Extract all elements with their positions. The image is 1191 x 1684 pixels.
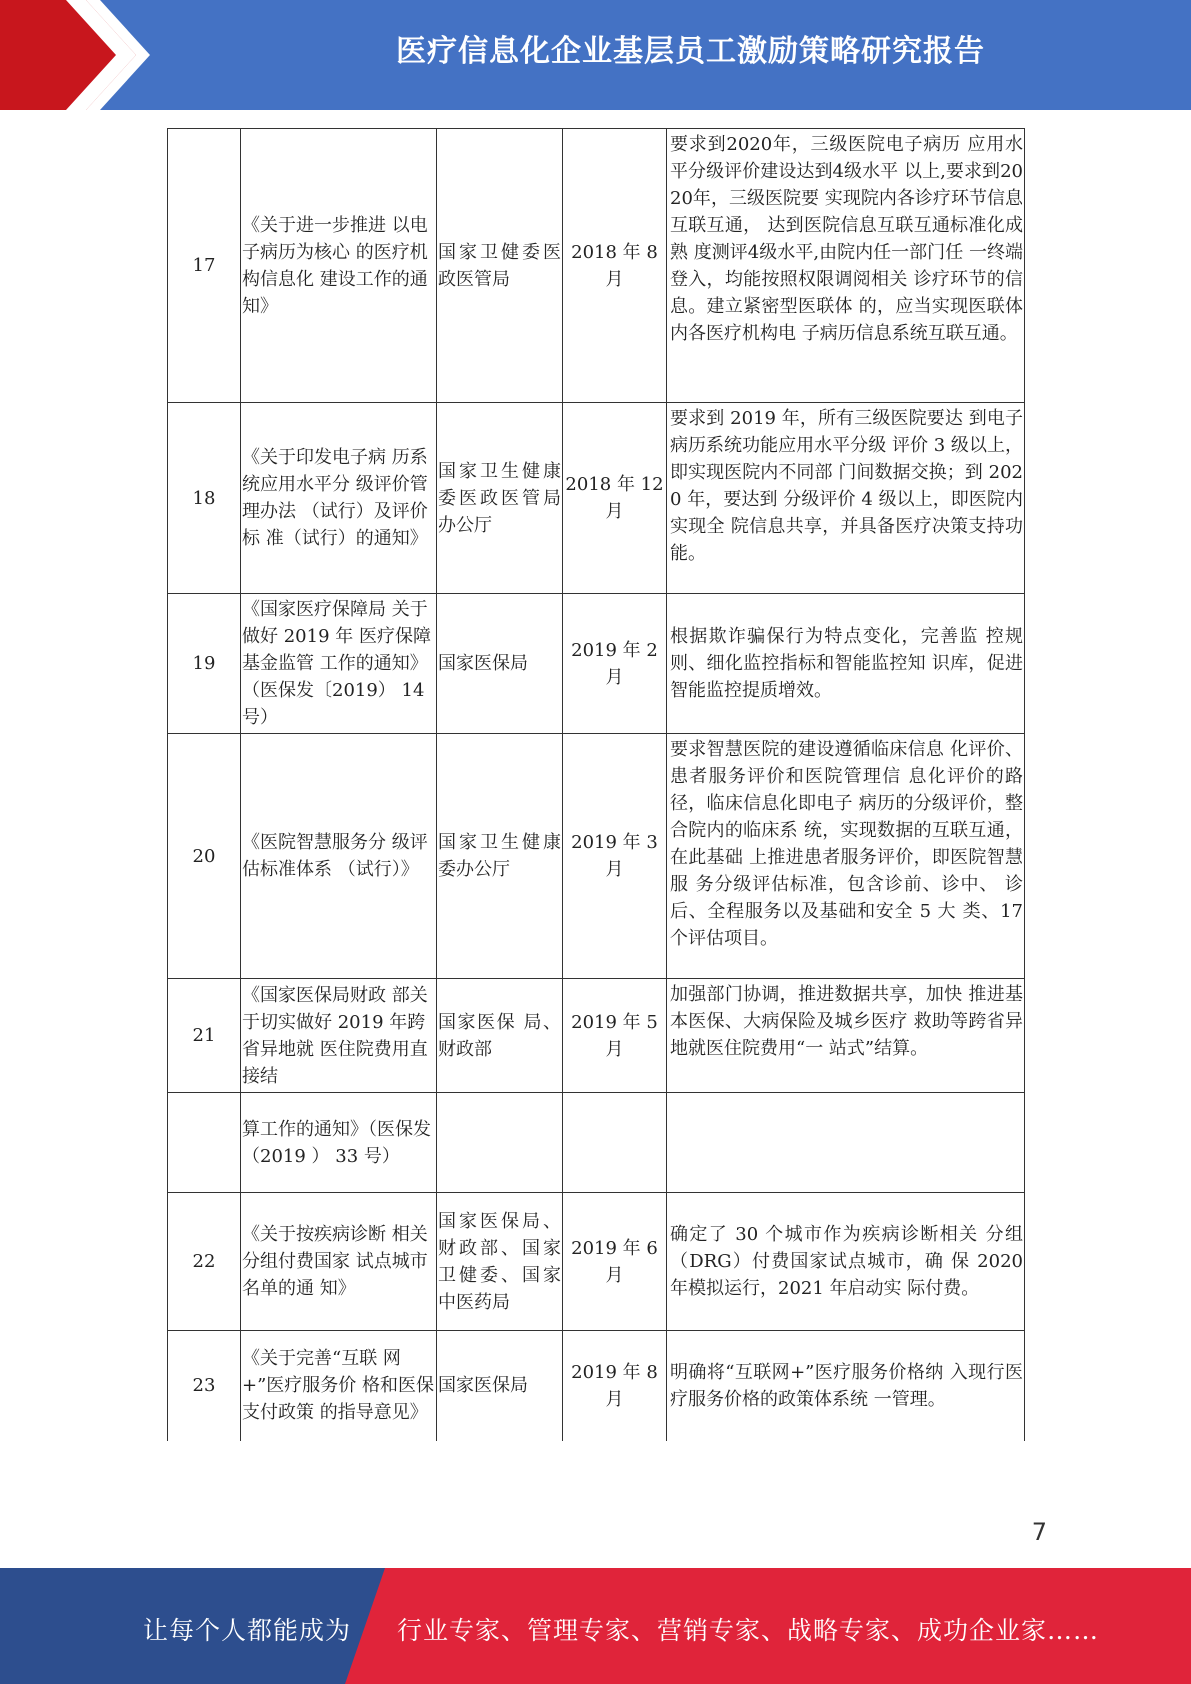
issuing-agency: 国家医保 局、财政部 — [437, 979, 563, 1093]
footer-slogan-right: 行业专家、管理专家、营销专家、战略专家、成功企业家…… — [397, 1616, 1100, 1645]
table-row — [168, 129, 1025, 403]
table-row — [168, 1331, 1025, 1441]
table-row — [168, 979, 1025, 1093]
footer-slogan-left: 让每个人都能成为 — [143, 1616, 352, 1645]
policy-title: 《国家医保局财政 部关于切实做好 2019 年跨省异地就 医住院费用直接结 — [241, 979, 437, 1093]
row-number: 18 — [168, 403, 241, 594]
issuing-agency: 国家医保局 — [437, 1331, 563, 1441]
table-row — [168, 734, 1025, 979]
policy-content: 要求智慧医院的建设遵循临床信息 化评价、患者服务评价和医院管理信 息化评价的路径，临床信息化即电子 病历的分级评价，整合院内的临床系 统，实现数据的互联互通，在此基础 上推进患者服务评价，即医院智慧服 务分级评估标准，包含诊前、诊中、 诊后、全程服务以及基础和安全 5 大 类、17 个评估项目。 — [667, 734, 1025, 979]
issue-date: 2019 年 6月 — [563, 1193, 667, 1331]
issuing-agency: 国家医保局、财政部、国家卫健委、国家中医药局 — [437, 1193, 563, 1331]
issue-date: 2018 年 8月 — [563, 129, 667, 403]
policy-title: 《关于进一步推进 以电子病历为核心 的医疗机构信息化 建设工作的通知》 — [241, 129, 437, 403]
row-number — [168, 1093, 241, 1193]
policy-title: 《关于完善“互联 网+”医疗服务价 格和医保支付政策 的指导意见》 — [241, 1331, 437, 1441]
issuing-agency: 国家卫生健康委医政医管局办公厅 — [437, 403, 563, 594]
footer-banner — [0, 1568, 1191, 1684]
issue-date: 2019 年 3月 — [563, 734, 667, 979]
table-row — [168, 1093, 1025, 1193]
issuing-agency: 国家卫生健康委办公厅 — [437, 734, 563, 979]
table-row — [168, 1193, 1025, 1331]
row-number: 19 — [168, 594, 241, 734]
issue-date: 2019 年 8月 — [563, 1331, 667, 1441]
document-title: 医疗信息化企业基层员工激励策略研究报告 — [396, 34, 985, 69]
policy-table — [167, 128, 1025, 1441]
header-red-chevron — [0, 0, 150, 110]
issuing-agency: 国家卫健委医政医管局 — [437, 129, 563, 403]
issue-date — [563, 1093, 667, 1193]
policy-content: 明确将“互联网+”医疗服务价格纳 入现行医疗服务价格的政策体系统 一管理。 — [667, 1331, 1025, 1441]
row-number: 20 — [168, 734, 241, 979]
issuing-agency: 国家医保局 — [437, 594, 563, 734]
issue-date: 2019 年 5月 — [563, 979, 667, 1093]
policy-content: 要求到 2019 年，所有三级医院要达 到电子病历系统功能应用水平分级 评价 3 级以上，即实现医院内不同部 门间数据交换；到 2020 年，要达到 分级评价 4 级以上，即医院内实现全 院信息共享，并具备医疗决策支持功 能。 — [667, 403, 1025, 594]
issue-date: 2018 年 12月 — [563, 403, 667, 594]
policy-title: 《关于印发电子病 历系统应用水平分 级评价管理办法 （试行）及评价标 准（试行）的通知》 — [241, 403, 437, 594]
policy-title: 《关于按疾病诊断 相关分组付费国家 试点城市名单的通 知》 — [241, 1193, 437, 1331]
header-banner — [0, 0, 1191, 110]
policy-content: 根据欺诈骗保行为特点变化，完善监 控规则、细化监控指标和智能监控知 识库，促进智能监控提质增效。 — [667, 594, 1025, 734]
page-number: 7 — [1031, 1518, 1047, 1546]
policy-content — [667, 1093, 1025, 1193]
issuing-agency — [437, 1093, 563, 1193]
row-number: 23 — [168, 1331, 241, 1441]
policy-content: 确定了 30 个城市作为疾病诊断相关 分组（DRG）付费国家试点城市，确 保 2020 年模拟运行，2021 年启动实 际付费。 — [667, 1193, 1025, 1331]
row-number: 17 — [168, 129, 241, 403]
row-number: 21 — [168, 979, 241, 1093]
policy-title: 《国家医疗保障局 关于做好 2019 年 医疗保障基金监管 工作的通知》（医保发〔2019） 14 号） — [241, 594, 437, 734]
table-row — [168, 594, 1025, 734]
policy-content: 要求到2020年，三级医院电子病历 应用水平分级评价建设达到4级水平 以上,要求到2020年，三级医院要 实现院内各诊疗环节信息互联互通， 达到医院信息互联互通标准化成熟 度测评4级水平,由院内任一部门任 一终端登入，均能按照权限调阅相关 诊疗环节的信息。建立紧密型医联体 的，应当实现医联体内各医疗机构电 子病历信息系统互联互通。 — [667, 129, 1025, 403]
issue-date: 2019 年 2月 — [563, 594, 667, 734]
table-row — [168, 403, 1025, 594]
policy-title: 《医院智慧服务分 级评估标准体系 （试行）》 — [241, 734, 437, 979]
policy-title: 算工作的通知》（医保发（2019 ） 33 号） — [241, 1093, 437, 1193]
row-number: 22 — [168, 1193, 241, 1331]
policy-content: 加强部门协调，推进数据共享，加快 推进基本医保、大病保险及城乡医疗 救助等跨省异地就医住院费用“一 站式”结算。 — [667, 979, 1025, 1093]
